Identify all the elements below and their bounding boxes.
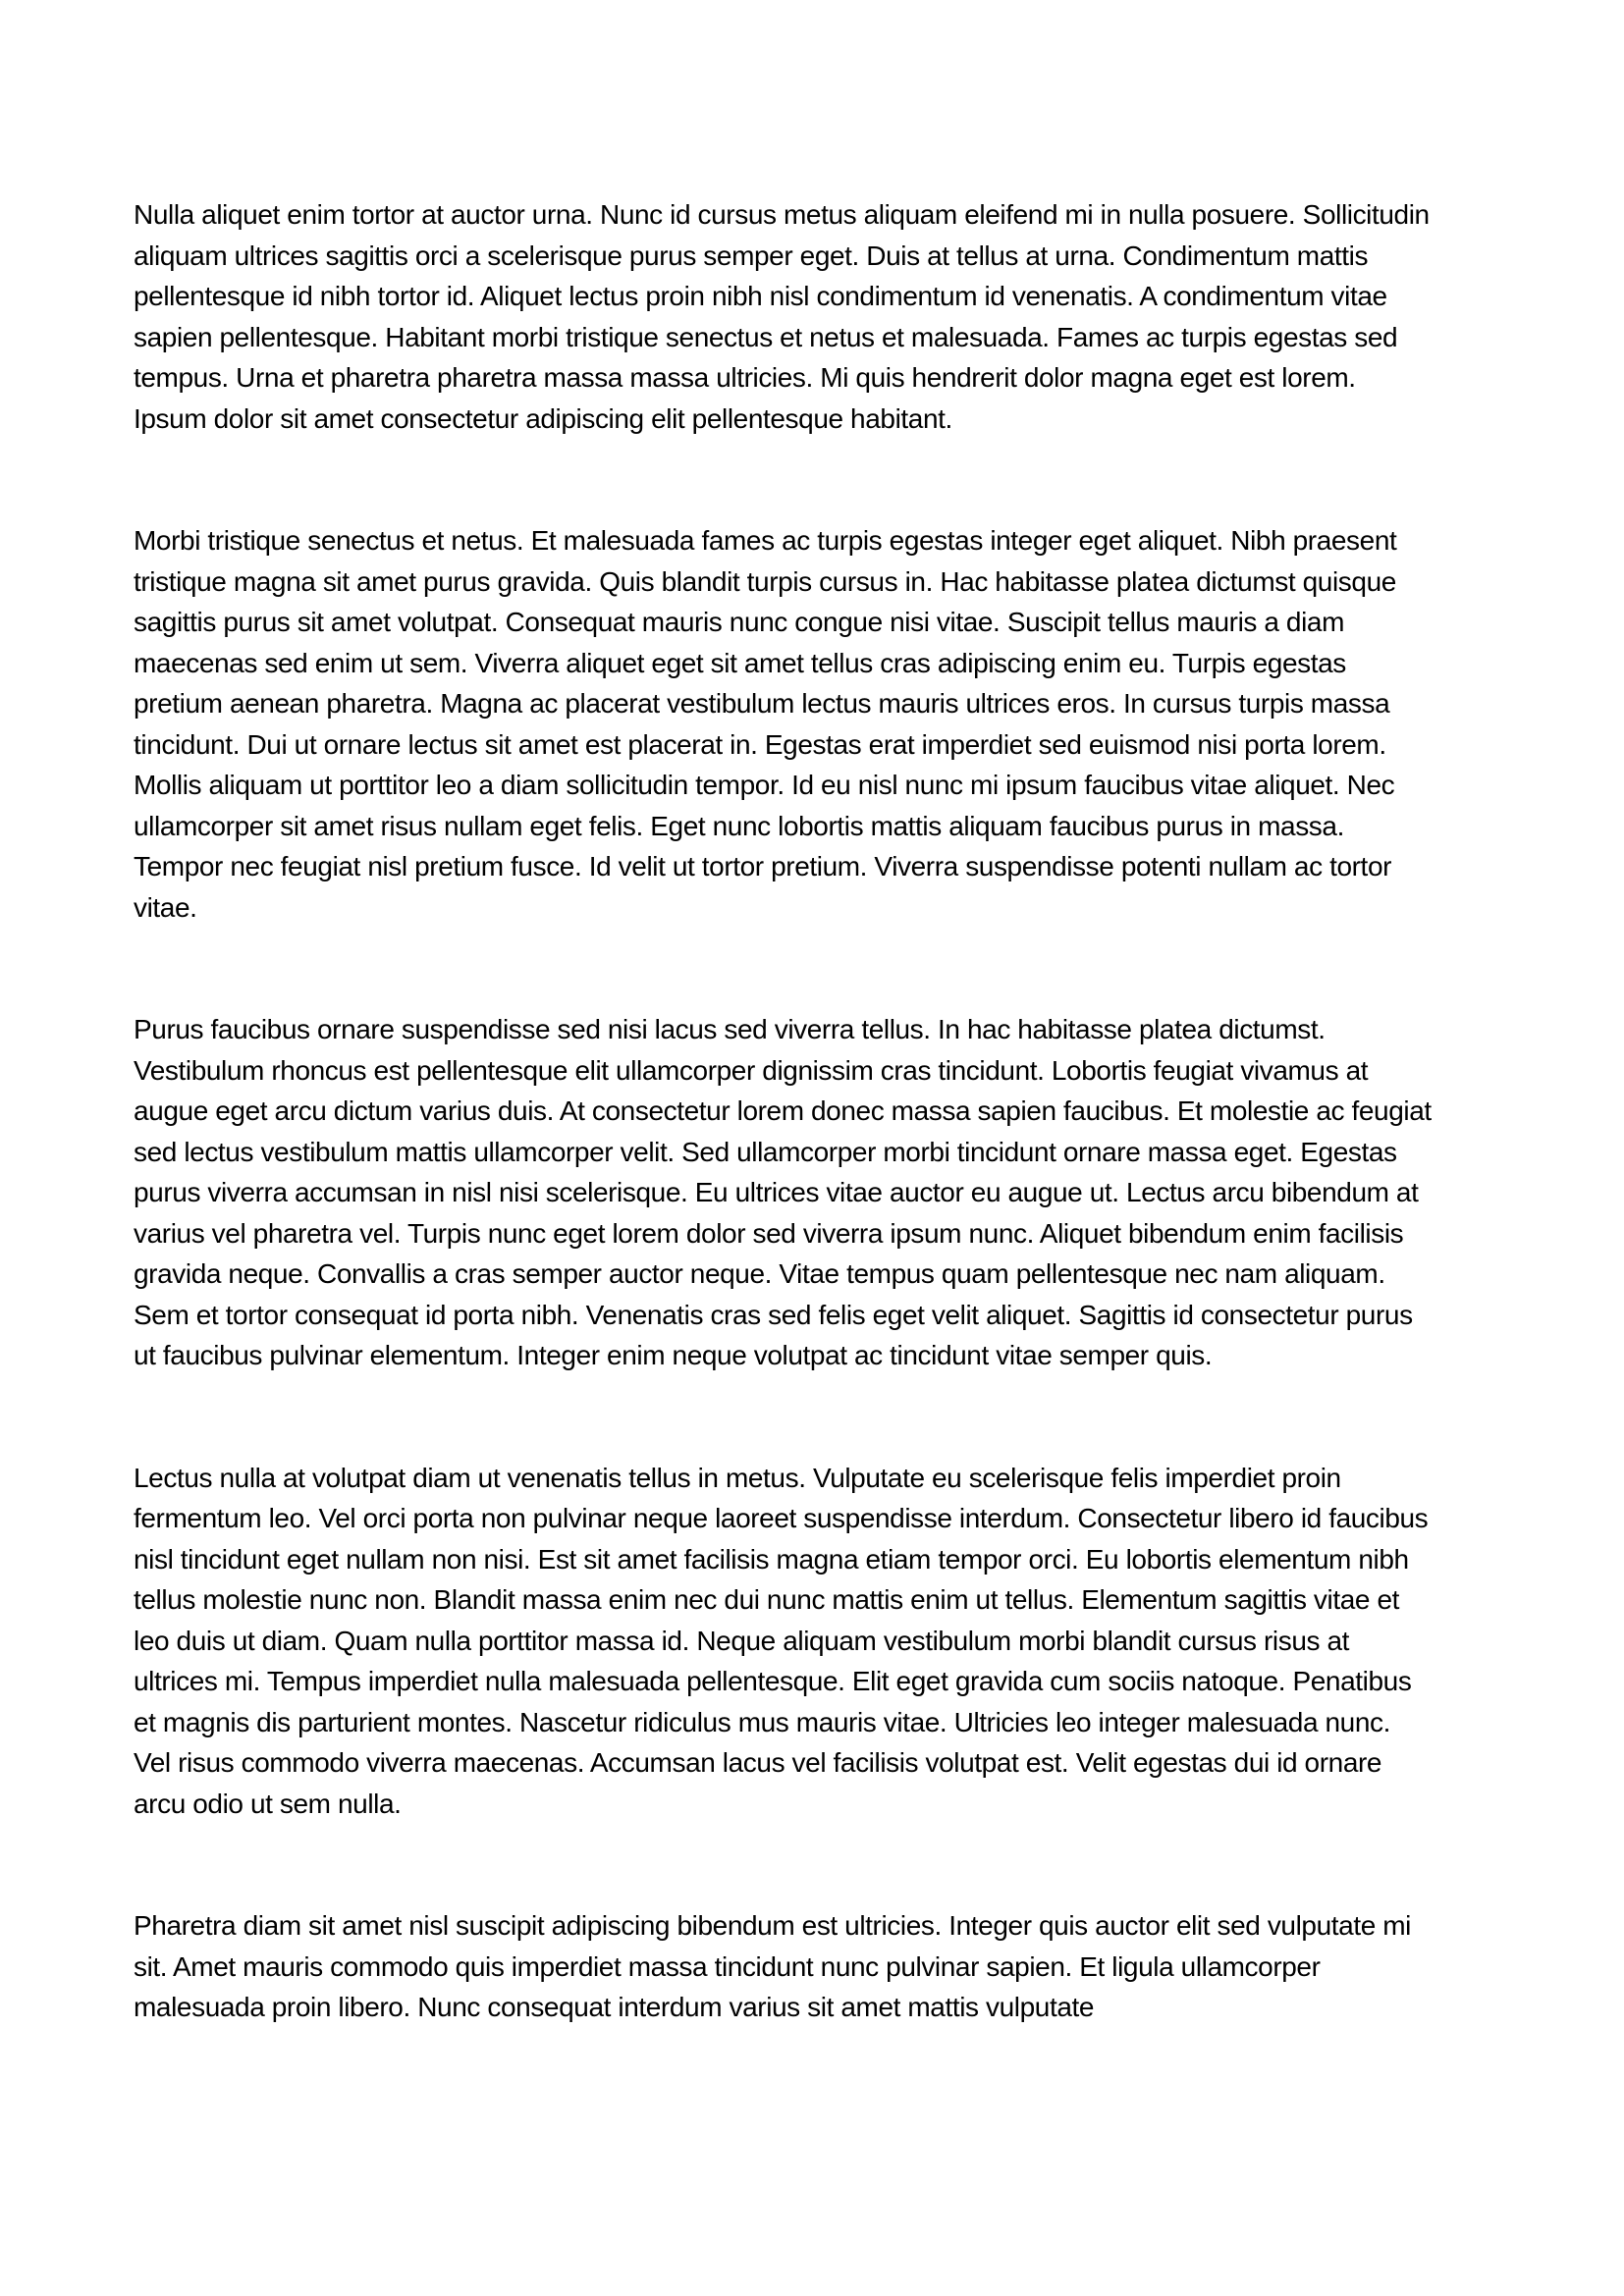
paragraph-3: Purus faucibus ornare suspendisse sed nisi lacus sed viverra tellus. In hac habitasse platea dictumst. Vestibulum rhoncus est pellentesque elit ullamcorper dignissim cras tincidunt. Lobortis feugiat vivamus at augue eget arcu dictum varius duis. At consectetur lorem donec massa sapien faucibus. Et molestie ac feugiat sed lectus vestibulum mattis ullamcorper velit. Sed ullamcorper morbi tincidunt ornare massa eget. Egestas purus viverra accumsan in nisl nisi scelerisque. Eu ultrices vitae auctor eu augue ut. Lectus arcu bibendum at varius vel pharetra vel. Turpis nunc eget lorem dolor sed viverra ipsum nunc. Aliquet bibendum enim facilisis gravida neque. Convallis a cras semper auctor neque. Vitae tempus quam pellentesque nec nam aliquam. Sem et tortor consequat id porta nibh. Venenatis cras sed felis eget velit aliquet. Sagittis id consectetur purus ut faucibus pulvinar elementum. Integer enim neque volutpat ac tincidunt vitae semper quis.: [134, 1014, 1432, 1370]
paragraph-5: Pharetra diam sit amet nisl suscipit adipiscing bibendum est ultricies. Integer quis auctor elit sed vulputate mi sit. Amet mauris commodo quis imperdiet massa tincidunt nunc pulvinar sapien. Et ligula ullamcorper malesuada proin libero. Nunc consequat interdum varius sit amet mattis vulputate: [134, 1910, 1412, 2022]
paragraph-1: Nulla aliquet enim tortor at auctor urna. Nunc id cursus metus aliquam eleifend mi in nulla posuere. Sollicitudin aliquam ultrices sagittis orci a scelerisque purus semper eget. Duis at tellus at urna. Condimentum mattis pellentesque id nibh tortor id. Aliquet lectus proin nibh nisl condimentum id venenatis. A condimentum vitae sapien pellentesque. Habitant morbi tristique senectus et netus et malesuada. Fames ac turpis egestas sed tempus. Urna et pharetra pharetra massa massa ultricies. Mi quis hendrerit dolor magna eget est lorem. Ipsum dolor sit amet consectetur adipiscing elit pellentesque habitant.: [134, 199, 1430, 434]
document-page: [134, 194, 1432, 2028]
paragraph-4: Lectus nulla at volutpat diam ut venenatis tellus in metus. Vulputate eu scelerisque felis imperdiet proin fermentum leo. Vel orci porta non pulvinar neque laoreet suspendisse interdum. Consectetur libero id faucibus nisl tincidunt eget nullam non nisi. Est sit amet facilisis magna etiam tempor orci. Eu lobortis elementum nibh tellus molestie nunc non. Blandit massa enim nec dui nunc mattis enim ut tellus. Elementum sagittis vitae et leo duis ut diam. Quam nulla porttitor massa id. Neque aliquam vestibulum morbi blandit cursus risus at ultrices mi. Tempus imperdiet nulla malesuada pellentesque. Elit eget gravida cum sociis natoque. Penatibus et magnis dis parturient montes. Nascetur ridiculus mus mauris vitae. Ultricies leo integer malesuada nunc. Vel risus commodo viverra maecenas. Accumsan lacus vel facilisis volutpat est. Velit egestas dui id ornare arcu odio ut sem nulla.: [134, 1462, 1429, 1819]
paragraph-2: Morbi tristique senectus et netus. Et malesuada fames ac turpis egestas integer eget aliquet. Nibh praesent tristique magna sit amet purus gravida. Quis blandit turpis cursus in. Hac habitasse platea dictumst quisque sagittis purus sit amet volutpat. Consequat mauris nunc congue nisi vitae. Suscipit tellus mauris a diam maecenas sed enim ut sem. Viverra aliquet eget sit amet tellus cras adipiscing enim eu. Turpis egestas pretium aenean pharetra. Magna ac placerat vestibulum lectus mauris ultrices eros. In cursus turpis massa tincidunt. Dui ut ornare lectus sit amet est placerat in. Egestas erat imperdiet sed euismod nisi porta lorem. Mollis aliquam ut porttitor leo a diam sollicitudin tempor. Id eu nisl nunc mi ipsum faucibus vitae aliquet. Nec ullamcorper sit amet risus nullam eget felis. Eget nunc lobortis mattis aliquam faucibus purus in massa. Tempor nec feugiat nisl pretium fusce. Id velit ut tortor pretium. Viverra suspendisse potenti nullam ac tortor vitae.: [134, 525, 1397, 923]
